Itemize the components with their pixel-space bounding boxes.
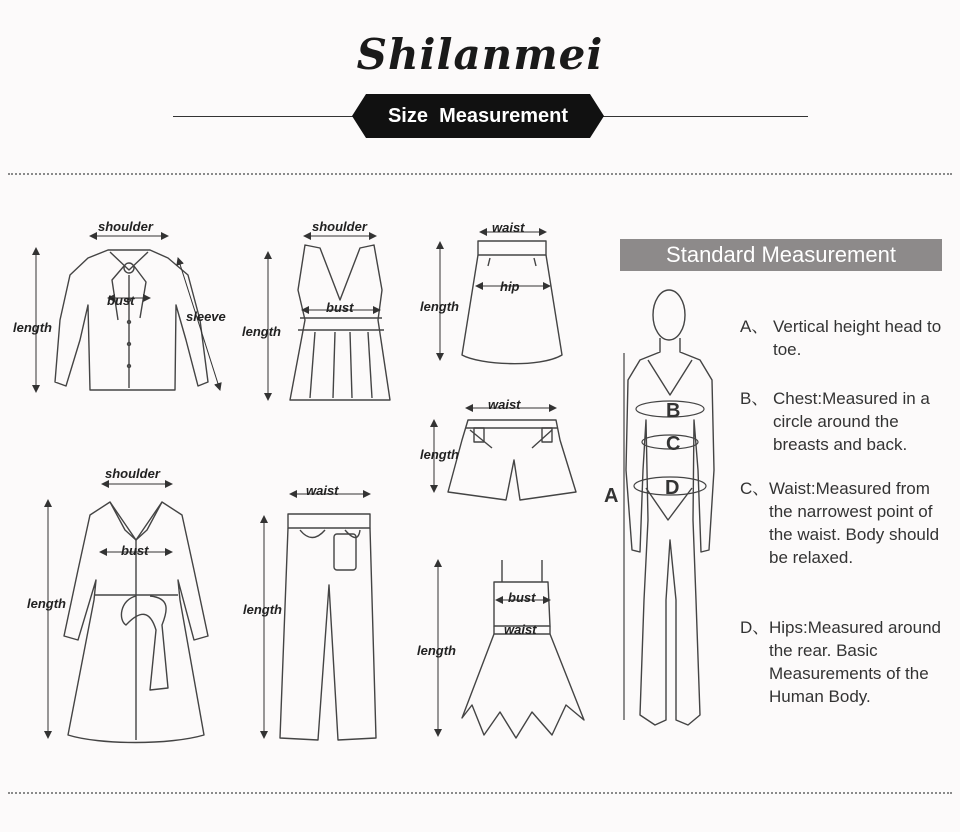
coat-figure xyxy=(64,502,208,743)
blouse-length-label: length xyxy=(13,320,52,335)
blouse-shoulder-label: shoulder xyxy=(98,219,153,234)
figure-letter-c: C xyxy=(666,433,681,455)
blouse-sleeve-label: sleeve xyxy=(186,309,226,324)
measure-item-c xyxy=(740,477,955,569)
title-line-left xyxy=(173,116,363,117)
figure-letter-a: A xyxy=(604,485,619,507)
vest-length-label: length xyxy=(242,324,281,339)
shorts-length-label: length xyxy=(420,447,459,462)
measure-text: Hips:Measured around the rear. Basic Measurements of the Human Body. xyxy=(769,618,941,706)
measure-text: Chest:Measured in a circle around the breasts and back. xyxy=(773,389,930,454)
dress-waist-label: waist xyxy=(504,622,537,637)
dress-figure xyxy=(462,560,584,738)
measure-letter: D、 xyxy=(740,618,770,637)
banner-title: Size Measurement xyxy=(387,105,569,127)
dress-length-label: length xyxy=(417,643,456,658)
title-line-right xyxy=(594,116,808,117)
human-figure xyxy=(626,290,714,725)
measure-item-a xyxy=(740,315,955,361)
measure-text: Vertical height head to toe. xyxy=(773,317,942,359)
measure-text: Waist:Measured from the narrowest point of the waist. Body should be relaxed. xyxy=(769,479,940,567)
size-measurement-banner xyxy=(352,94,604,138)
measure-letter: C、 xyxy=(740,479,770,498)
vest-bust-label: bust xyxy=(326,300,354,315)
measure-item-b xyxy=(740,387,955,456)
shorts-waist-label: waist xyxy=(488,397,521,412)
coat-shoulder-label: shoulder xyxy=(105,466,160,481)
figure-letter-d: D xyxy=(665,477,680,499)
measure-letter: A、 xyxy=(740,317,769,336)
blouse-bust-label: bust xyxy=(107,293,135,308)
measure-item-d xyxy=(740,616,955,708)
skirt-hip-label: hip xyxy=(500,279,520,294)
pants-figure xyxy=(280,514,376,740)
dress-bust-label: bust xyxy=(508,590,536,605)
coat-length-label: length xyxy=(27,596,66,611)
vest-shoulder-label: shoulder xyxy=(312,219,367,234)
garment-diagrams xyxy=(0,190,681,760)
shorts-figure xyxy=(448,420,576,500)
pants-length-label: length xyxy=(243,602,282,617)
skirt-figure xyxy=(462,241,562,364)
measure-letter: B、 xyxy=(740,389,769,408)
brand-logo: Shilanmei xyxy=(356,30,604,79)
standard-measurement-title: Standard Measurement xyxy=(620,239,942,271)
divider-top xyxy=(8,173,952,175)
coat-bust-label: bust xyxy=(121,543,149,558)
vest-figure xyxy=(290,245,390,400)
skirt-waist-label: waist xyxy=(492,220,525,235)
skirt-length-label: length xyxy=(420,299,459,314)
figure-letter-b: B xyxy=(666,400,681,422)
divider-bottom xyxy=(8,792,952,794)
pants-waist-label: waist xyxy=(306,483,339,498)
